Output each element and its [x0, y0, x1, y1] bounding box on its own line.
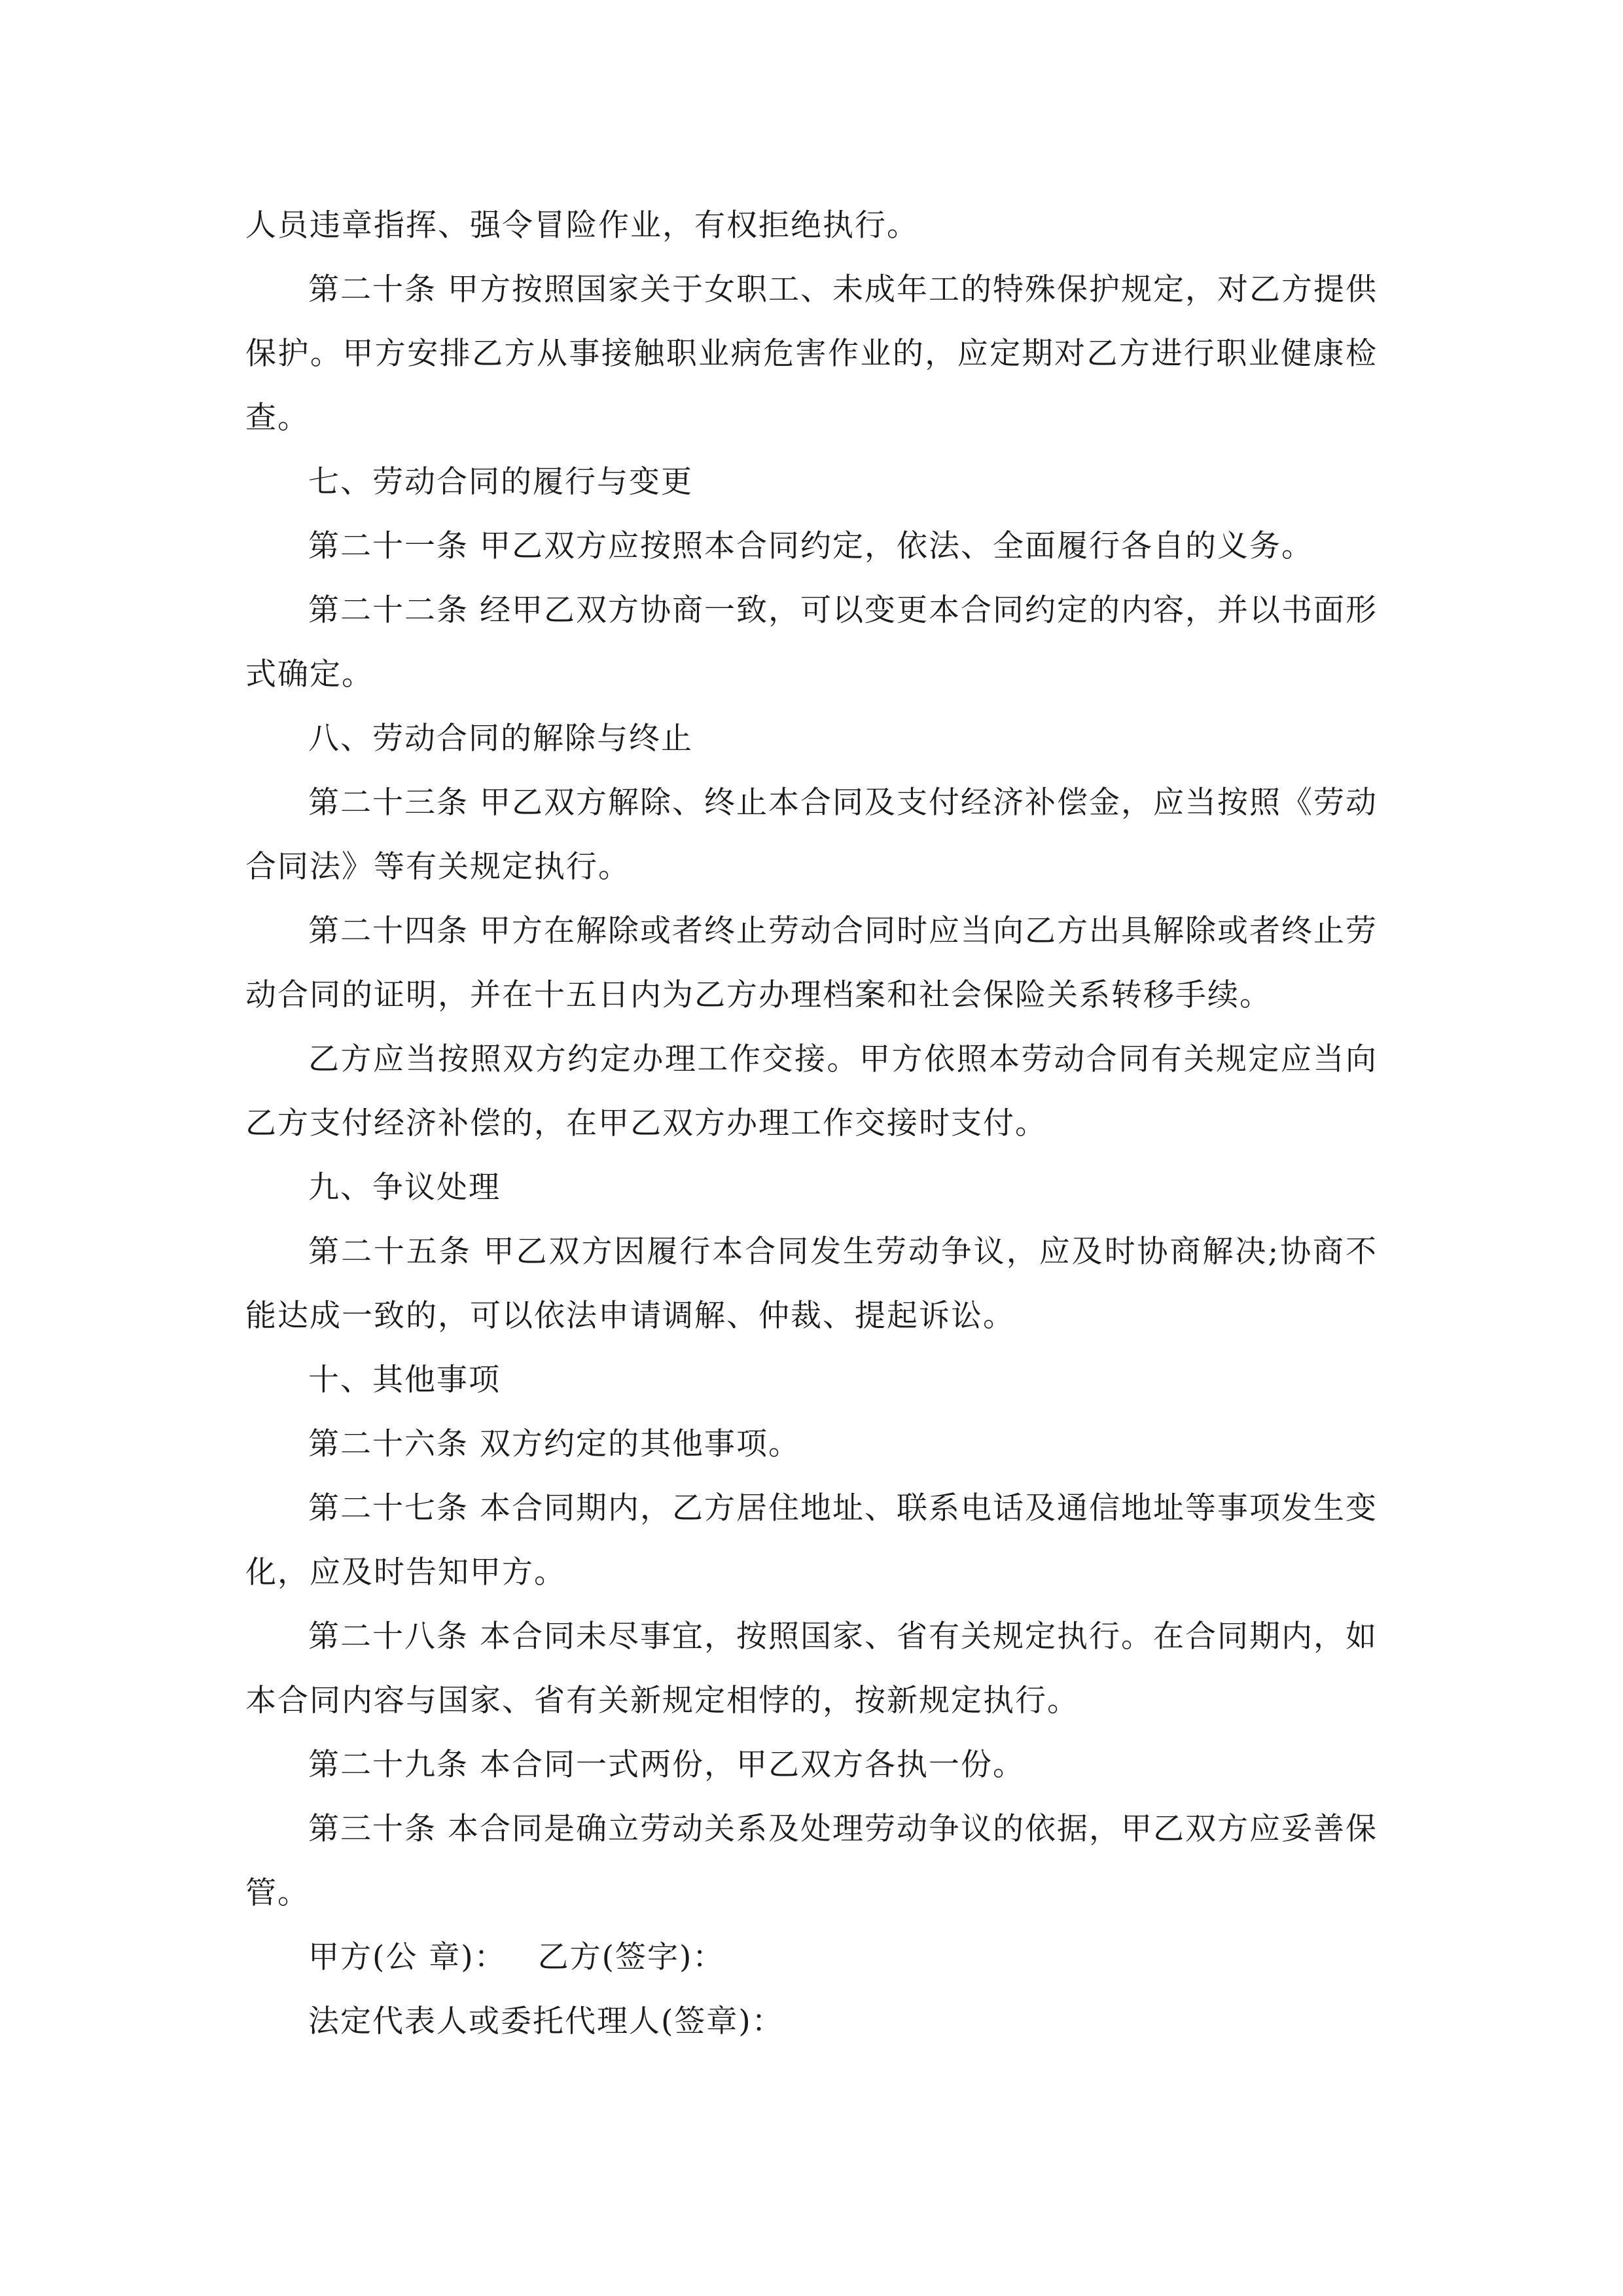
party-a-seal-label: 甲方(公 章)： [308, 1939, 507, 1975]
representative-signature-label: 法定代表人或委托代理人(签章)： [308, 2003, 784, 2039]
section-heading-9: 九、争议处理 [308, 1170, 501, 1206]
document-body [245, 194, 1378, 2054]
article-28: 第二十八条 本合同未尽事宜，按照国家、省有关规定执行。在合同期内，如本合同内容与国家、省有关新规定相悖的，按新规定执行。 [245, 1619, 1378, 1719]
article-23: 第二十三条 甲乙双方解除、终止本合同及支付经济补偿金，应当按照《劳动合同法》等有关规定执行。 [245, 785, 1378, 885]
article-26: 第二十六条 双方约定的其他事项。 [308, 1426, 800, 1462]
article-24-paragraph-2: 乙方应当按照双方约定办理工作交接。甲方依照本劳动合同有关规定应当向乙方支付经济补偿的，在甲乙双方办理工作交接时支付。 [245, 1041, 1378, 1141]
article-29: 第二十九条 本合同一式两份，甲乙双方各执一份。 [308, 1747, 1025, 1783]
article-20: 第二十条 甲方按照国家关于女职工、未成年工的特殊保护规定，对乙方提供保护。甲方安排乙方从事接触职业病危害作业的，应定期对乙方进行职业健康检查。 [245, 272, 1378, 436]
section-heading-10: 十、其他事项 [308, 1362, 501, 1398]
article-27: 第二十七条 本合同期内，乙方居住地址、联系电话及通信地址等事项发生变化，应及时告知甲方。 [245, 1490, 1378, 1590]
party-b-signature-label: 乙方(签字)： [537, 1939, 725, 1975]
paragraph-continuation: 人员违章指挥、强令冒险作业，有权拒绝执行。 [245, 207, 919, 243]
article-21: 第二十一条 甲乙双方应按照本合同约定，依法、全面履行各自的义务。 [308, 528, 1313, 564]
section-heading-7: 七、劳动合同的履行与变更 [308, 464, 693, 500]
article-30: 第三十条 本合同是确立劳动关系及处理劳动争议的依据，甲乙双方应妥善保管。 [245, 1811, 1378, 1911]
section-heading-8: 八、劳动合同的解除与终止 [308, 721, 693, 757]
signature-parties [245, 1926, 1378, 1990]
article-24: 第二十四条 甲方在解除或者终止劳动合同时应当向乙方出具解除或者终止劳动合同的证明，并在十五日内为乙方办理档案和社会保险关系转移手续。 [245, 913, 1378, 1013]
article-25: 第二十五条 甲乙双方因履行本合同发生劳动争议，应及时协商解决;协商不能达成一致的，可以依法申请调解、仲裁、提起诉讼。 [245, 1234, 1378, 1334]
article-22: 第二十二条 经甲乙双方协商一致，可以变更本合同约定的内容，并以书面形式确定。 [245, 592, 1378, 692]
